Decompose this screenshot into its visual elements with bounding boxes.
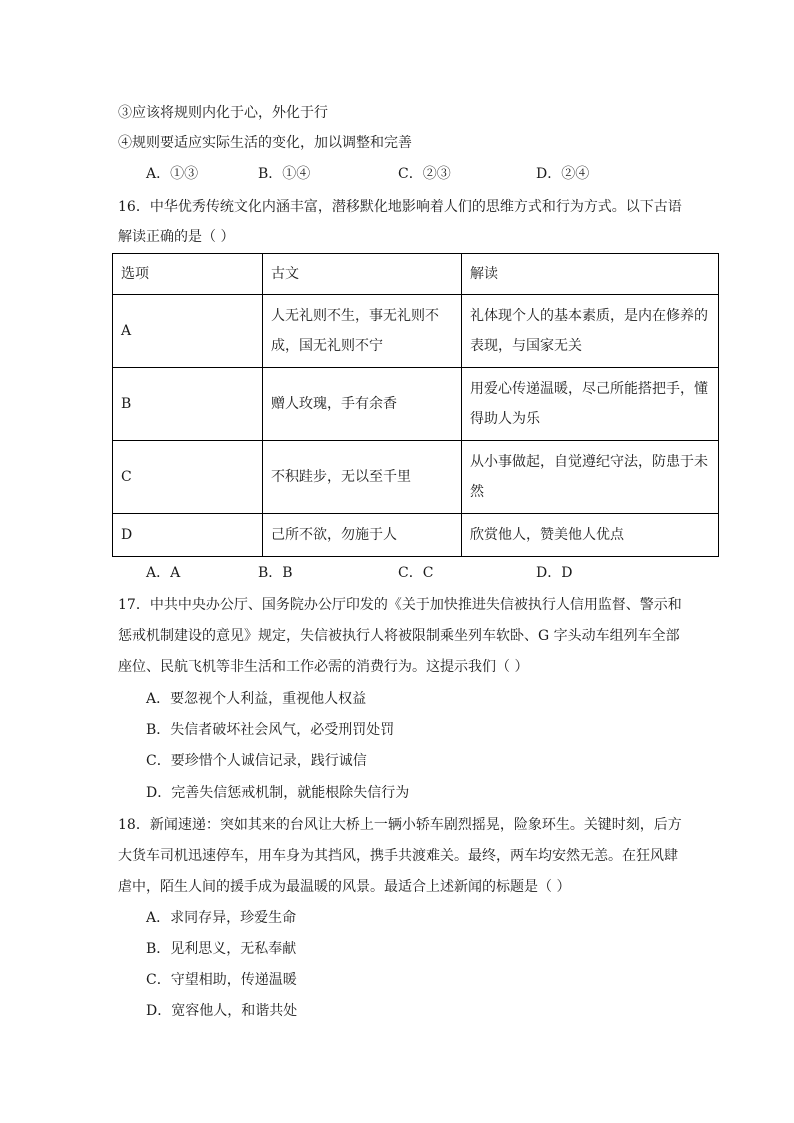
q16-table: [112, 253, 719, 557]
table-cell: 赠人玫瑰，手有余香: [263, 368, 462, 441]
table-header-cell: 解读: [462, 254, 719, 295]
q17-stem-line2: 惩戒机制建设的意见》规定，失信被执行人将被限制乘坐列车软卧、G 字头动车组列车全部: [118, 628, 680, 644]
q17-option-d[interactable]: D．完善失信惩戒机制，就能根除失信行为: [146, 785, 410, 801]
table-row: [113, 514, 719, 557]
table-cell: A: [113, 295, 263, 368]
q16-option-c[interactable]: C．C: [398, 565, 434, 581]
q15-item-4: ④规则要适应实际生活的变化，加以调整和完善: [118, 135, 412, 151]
q15-option-d[interactable]: D．②④: [536, 166, 590, 182]
table-header-row: [113, 254, 719, 295]
q17-option-b[interactable]: B．失信者破坏社会风气，必受刑罚处罚: [146, 722, 395, 738]
q17-stem-line3: 座位、民航飞机等非生活和工作必需的消费行为。这提示我们（ ）: [118, 659, 529, 675]
q15-options: [146, 164, 666, 184]
q17-option-a[interactable]: A．要忽视个人利益，重视他人权益: [146, 691, 367, 707]
q18-stem-line2: 大货车司机迅速停车，用车身为其挡风，携手共渡难关。最终，两车均安然无恙。在狂风肆: [118, 848, 678, 864]
q18-stem-line1: 18．新闻速递：突如其来的台风让大桥上一辆小轿车剧烈摇晃，险象环生。关键时刻，后方: [118, 817, 682, 833]
q18-option-d[interactable]: D．宽容他人，和谐共处: [146, 1003, 298, 1019]
table-cell: C: [113, 441, 263, 514]
table-cell: 欣赏他人，赞美他人优点: [462, 514, 719, 557]
q15-option-b[interactable]: B．①④: [258, 166, 311, 182]
table-cell: D: [113, 514, 263, 557]
table-header-cell: 选项: [113, 254, 263, 295]
q16-stem-line1: 16．中华优秀传统文化内涵丰富，潜移默化地影响着人们的思维方式和行为方式。以下古语: [118, 199, 682, 215]
table-row: [113, 368, 719, 441]
table-row: [113, 295, 719, 368]
q15-option-a[interactable]: A．①③: [146, 166, 199, 182]
table-cell: 从小事做起，自觉遵纪守法，防患于未然: [462, 441, 719, 514]
table-header-cell: 古文: [263, 254, 462, 295]
table-cell: 己所不欲，勿施于人: [263, 514, 462, 557]
q17-stem-line1: 17．中共中央办公厅、国务院办公厅印发的《关于加快推进失信被执行人信用监督、警示和: [118, 597, 682, 613]
q16-option-b[interactable]: B．B: [258, 565, 293, 581]
q16-option-a[interactable]: A．A: [146, 565, 181, 581]
table-row: [113, 441, 719, 514]
q16-option-d[interactable]: D．D: [536, 565, 573, 581]
q18-stem-line3: 虐中，陌生人间的援手成为最温暖的风景。最适合上述新闻的标题是（ ）: [118, 879, 571, 895]
table-cell: B: [113, 368, 263, 441]
q18-option-c[interactable]: C．守望相助，传递温暖: [146, 972, 297, 988]
table-cell: 礼体现个人的基本素质，是内在修养的表现，与国家无关: [462, 295, 719, 368]
table-cell: 用爱心传递温暖，尽己所能搭把手，懂得助人为乐: [462, 368, 719, 441]
q17-option-c[interactable]: C．要珍惜个人诚信记录，践行诚信: [146, 753, 367, 769]
table-cell: 人无礼则不生，事无礼则不成，国无礼则不宁: [263, 295, 462, 368]
q18-option-a[interactable]: A．求同存异，珍爱生命: [146, 910, 297, 926]
table-cell: 不积跬步，无以至千里: [263, 441, 462, 514]
q16-options: [146, 563, 666, 583]
q15-option-c[interactable]: C．②③: [398, 166, 451, 182]
q15-item-3: ③应该将规则内化于心，外化于行: [118, 105, 328, 121]
q16-stem-line2: 解读正确的是（ ）: [118, 229, 235, 245]
q18-option-b[interactable]: B．见利思义，无私奉献: [146, 941, 297, 957]
